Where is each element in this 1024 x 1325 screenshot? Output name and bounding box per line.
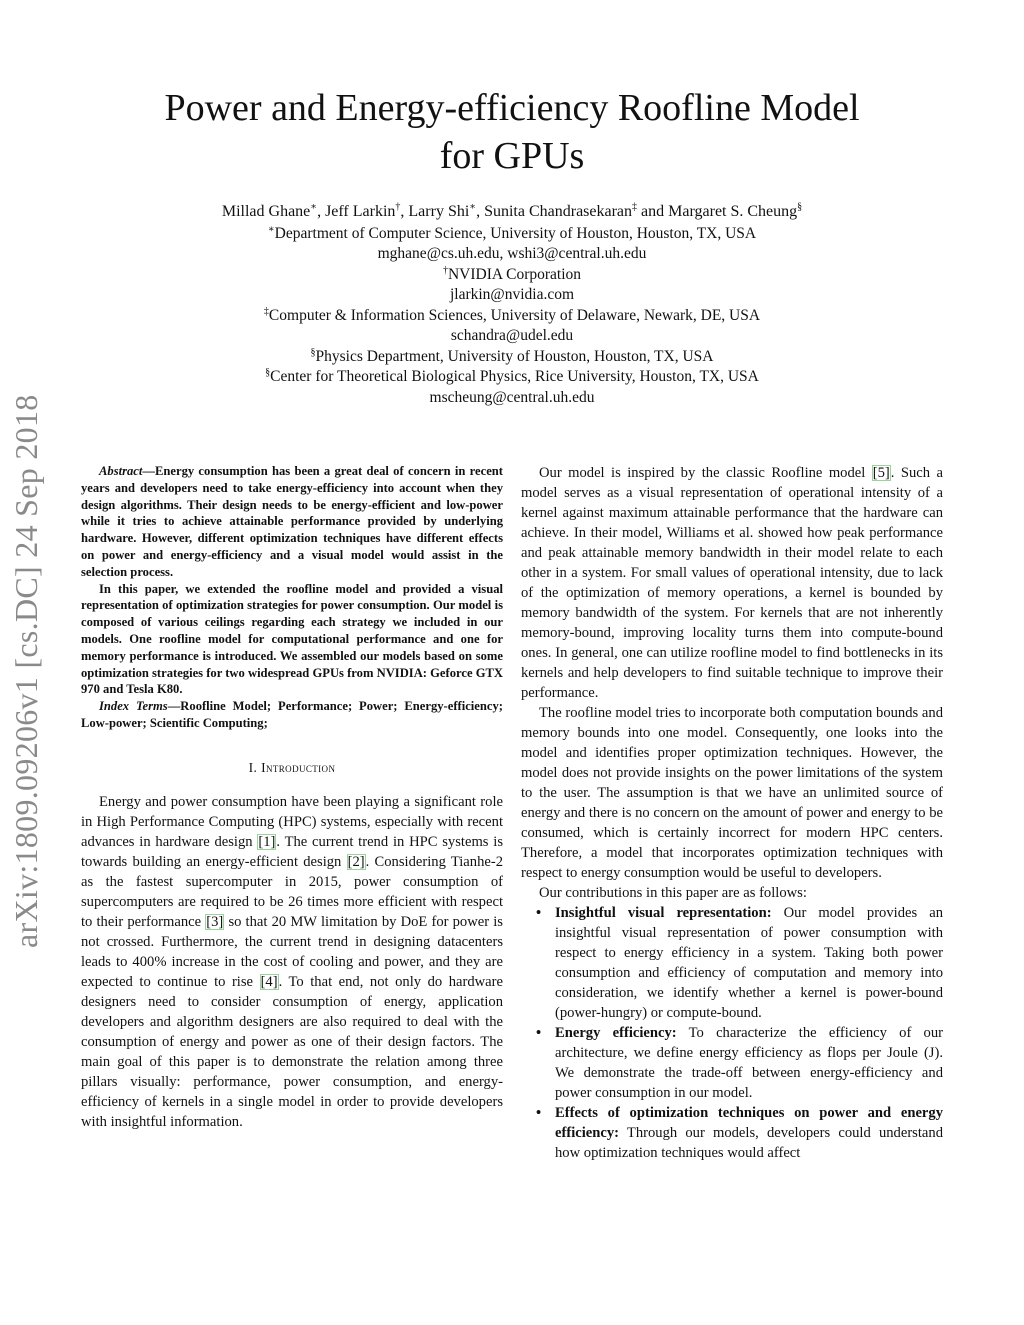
citation-link[interactable]: [2]: [347, 853, 365, 870]
paragraph: Energy and power consumption have been playing a significant role in High Performance Computing (HPC) systems, especially with recent advances in hardware design [1]. The current trend in HPC systems is towards building an energy-efficient design [2]. Considering Tianhe-2 as the fastest supercomputer in 2015, power consumption of supercomputers are required to be 26 times more efficient with respect to their performance [3] so that 20 MW limitation by DoE for power is not crossed. Furthermore, the current trend in designing datacenters leads to 400% increase in the cost of cooling and power, and they are expected to continue to rise [4]. To that end, not only do hardware designers need to consider consumption of energy, application developers and algorithm designers are also required to deal with the consumption of energy and power as one of their design factors. The main goal of this paper is to demonstrate the relation among three pillars visually: performance, power consumption, and energy-efficiency of kernels in a single model in order to provide developers with insightful information.: [81, 793, 503, 1130]
abstract-label: Abstract: [99, 464, 143, 478]
author-name: Larry Shi: [408, 203, 470, 220]
list-item: • Insightful visual representation: Our model provides an insightful visual representation of power consumption with respect to energy efficiency in a system. Taking both power consumption and efficiency of computation and memory into consideration, we identify whether a kernel is power-bound (power-hungry) or compute-bound.: [536, 905, 943, 1021]
author-mark: ‡: [632, 201, 638, 213]
author-block: [80, 202, 944, 408]
title-line-1: Power and Energy-efficiency Roofline Model: [164, 87, 860, 129]
author-name: Margaret S. Cheung: [668, 203, 798, 220]
paragraph: Our contributions in this paper are as follows:: [539, 885, 807, 901]
affiliation-email: jlarkin@nvidia.com: [449, 286, 575, 303]
index-terms: Index Terms—Roofline Model; Performance; Power; Energy-efficiency; Low-power; Scientific Computing;: [81, 699, 503, 730]
list-item: • Effects of optimization techniques on power and energy efficiency: Through our models, developers could understand how optimization techniques would affect: [536, 1105, 943, 1161]
bullet-icon: •: [536, 905, 542, 921]
paragraph: The roofline model tries to incorporate both computation bounds and memory bounds into one model. Consequently, one looks into the model and identifies proper optimization techniques. However, the model does not provide insights on the power limitations of the system to the user. The assumption is that we have an unlimited source of energy and there is no concern on the amount of power and energy to be consumed, which is certainly incorrect for modern HPC centers. Therefore, a model that incorporates optimization techniques with respect to energy consumption would be useful to developers.: [521, 705, 943, 881]
author-name: Millad Ghane: [221, 203, 311, 220]
citation-link[interactable]: [4]: [260, 973, 278, 990]
abstract-paragraph: In this paper, we extended the roofline model and provided a visual representation of optimization strategies for power consumption. Our model is composed of various ceilings regarding each strategy we included in our models. One roofline model for computational performance and one for memory performance is introduced. We assembled our models based on some optimization strategies for two widespread GPUs from NVIDIA: Geforce GTX 970 and Tesla K80.: [81, 581, 503, 697]
author-mark: §: [797, 201, 803, 213]
paper-title: [80, 84, 944, 180]
section-heading: I. Introduction: [248, 759, 336, 775]
contributions-list: [521, 903, 943, 1163]
author-mark: †: [395, 201, 401, 213]
author-list: Millad Ghane∗, Jeff Larkin†, Larry Shi∗, Sunita Chandrasekaran‡ and Margaret S. Cheung§: [221, 201, 803, 220]
author-name: Sunita Chandrasekaran: [484, 203, 633, 220]
bullet-icon: •: [536, 1025, 542, 1041]
author-mark: ∗: [310, 201, 318, 213]
abstract: [81, 463, 503, 732]
paragraph: Our model is inspired by the classic Roofline model [5]. Such a model serves as a visual representation of operational intensity of a kernel against maximum attainable performance that the hardware can achieve. In their model, Williams et al. showed how peak performance and peak attainable memory bandwidth in their model relate to each other in a system. For small values of operational intensity, due to lack of the optimization of memory operations, a kernel is bounded by memory bandwidth of the system. For kernels that are not inherently memory-bound, improving locality turns them into compute-bound ones. In general, one can utilize roofline model to find bottlenecks in its kernels and help developers to find suitable technique to improve their performance.: [521, 465, 943, 701]
left-column: [81, 463, 503, 1132]
affiliation-email: mghane@cs.uh.edu, wshi3@central.uh.edu: [377, 245, 647, 262]
affiliation-email: mscheung@central.uh.edu: [429, 388, 595, 406]
abstract-paragraph: Abstract—Energy consumption has been a great deal of concern in recent years and developers need to take energy-efficiency into account when they design algorithms. Their design needs to be energy-efficient and low-power while it tries to achieve attainable performance provided by underlying hardware. However, different optimization techniques have different effects on power and energy-efficiency and a visual model would assist in the selection process.: [81, 464, 503, 579]
affiliation-line: §Center for Theoretical Biological Physics, Rice University, Houston, TX, USA: [265, 366, 759, 385]
citation-link[interactable]: [3]: [206, 913, 224, 930]
citation-link[interactable]: [1]: [258, 833, 276, 850]
bullet-icon: •: [536, 1105, 542, 1121]
affiliation-line: §Physics Department, University of Houston, Houston, TX, USA: [310, 346, 714, 365]
citation-link[interactable]: [5]: [872, 465, 890, 481]
affiliation-line: †NVIDIA Corporation: [442, 264, 582, 283]
affiliation-email: schandra@udel.edu: [450, 327, 574, 344]
title-line-2: for GPUs: [439, 135, 585, 177]
author-mark: ∗: [469, 201, 477, 213]
affiliation-line: ‡Computer & Information Sciences, University of Delaware, Newark, DE, USA: [263, 305, 761, 324]
index-terms-label: Index Terms: [99, 699, 168, 714]
affiliation-line: ∗Department of Computer Science, University of Houston, Houston, TX, USA: [267, 223, 757, 242]
right-column: [521, 463, 943, 1163]
list-item: • Energy efficiency: To characterize the efficiency of our architecture, we define energy efficiency as flops per Joule (J). We demonstrate the trade-off between energy-efficiency and power consumption in our model.: [536, 1025, 943, 1101]
author-name: Jeff Larkin: [325, 203, 396, 220]
introduction-text: [81, 792, 503, 1132]
arxiv-identifier: arXiv:1809.09206v1 [cs.DC] 24 Sep 2018: [8, 394, 44, 948]
